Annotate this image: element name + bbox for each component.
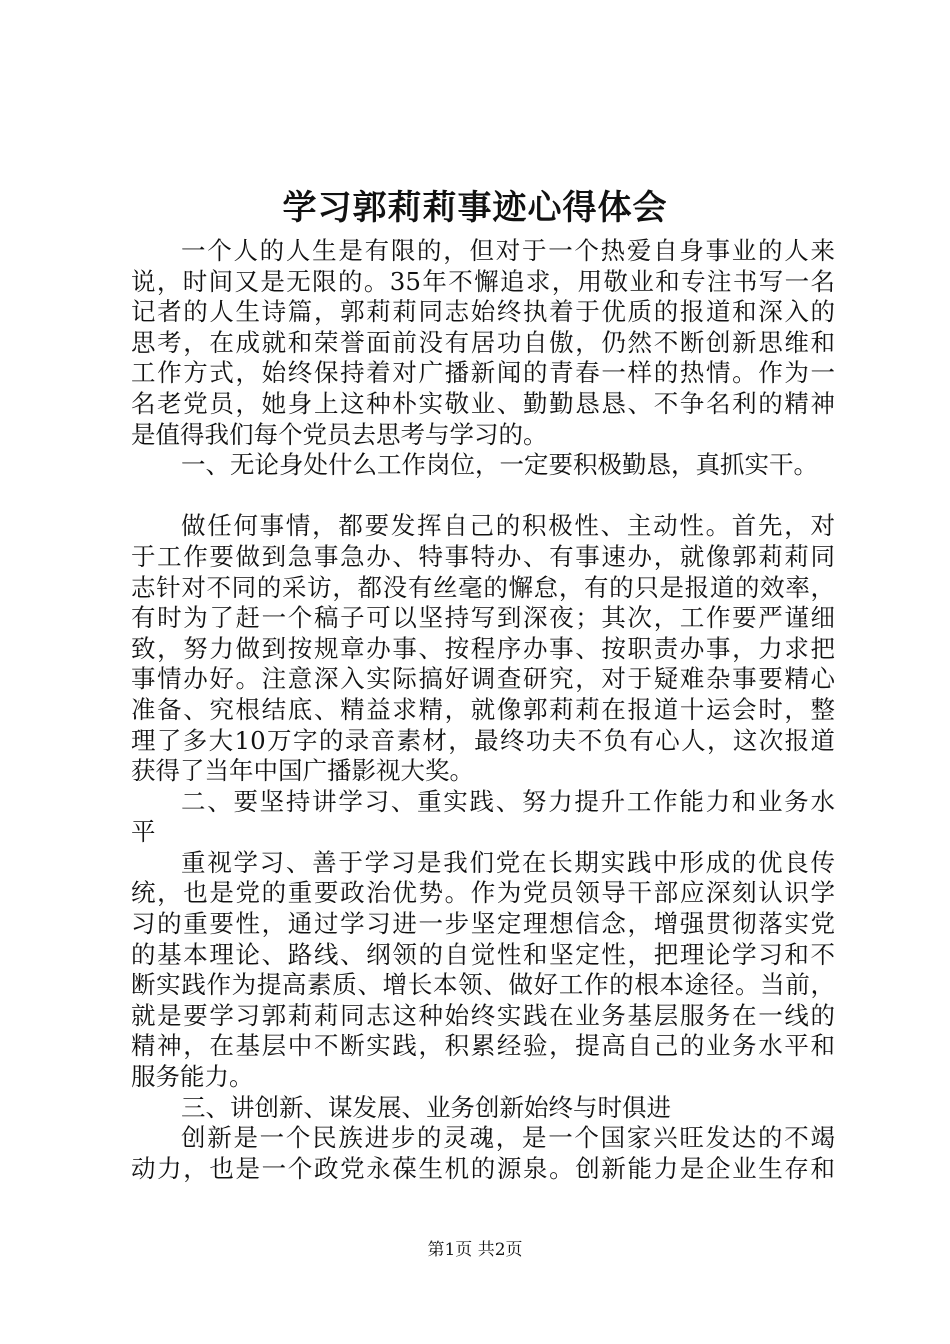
- text-line: 的基本理论、路线、纲领的自觉性和坚定性，把理论学习和不: [131, 939, 835, 969]
- text-line: 一个人的人生是有限的，但对于一个热爱自身事业的人来: [181, 236, 835, 265]
- text-line: 获得了当年中国广播影视大奖。: [131, 756, 474, 786]
- text-line: 动力，也是一个政党永葆生机的源泉。创新能力是企业生存和: [131, 1153, 835, 1183]
- text-line: 统，也是党的重要政治优势。作为党员领导干部应深刻认识学: [131, 878, 835, 908]
- text-line: 是值得我们每个党员去思考与学习的。: [131, 419, 548, 449]
- text-line: 思考，在成就和荣誉面前没有居功自傲，仍然不断创新思维和: [131, 327, 835, 357]
- section-heading: 平: [131, 817, 156, 847]
- section-heading: 一、无论身处什么工作岗位，一定要积极勤恳，真抓实干。: [181, 450, 818, 480]
- text-line: 创新是一个民族进步的灵魂，是一个国家兴旺发达的不竭: [181, 1123, 835, 1153]
- text-line: 准备、究根结底、精益求精，就像郭莉莉在报道十运会时，整: [131, 694, 835, 724]
- text-line: 记者的人生诗篇，郭莉莉同志始终执着于优质的报道和深入的: [131, 297, 835, 327]
- section-heading: 三、讲创新、谋发展、业务创新始终与时俱进: [181, 1092, 671, 1122]
- text-line: 事情办好。注意深入实际搞好调查研究，对于疑难杂事要精心: [131, 664, 835, 694]
- text-line: 名老党员，她身上这种朴实敬业、勤勤恳恳、不争名利的精神: [131, 388, 835, 418]
- document-title: 学习郭莉莉事迹心得体会: [282, 188, 668, 228]
- text-line: 致，努力做到按规章办事、按程序办事、按职责办事，力求把: [131, 633, 835, 663]
- text-line: 断实践作为提高素质、增长本领、做好工作的根本途径。当前，: [131, 970, 835, 1000]
- text-line: 志针对不同的采访，都没有丝毫的懈怠，有的只是报道的效率，: [131, 572, 835, 602]
- text-line: 理了多大10万字的录音素材，最终功夫不负有心人，这次报道: [131, 725, 835, 755]
- text-line: 重视学习、善于学习是我们党在长期实践中形成的优良传: [181, 847, 835, 877]
- section-heading: 二、要坚持讲学习、重实践、努力提升工作能力和业务水: [181, 786, 835, 816]
- text-line: 有时为了赶一个稿子可以坚持写到深夜；其次，工作要严谨细: [131, 603, 835, 633]
- text-line: 精神，在基层中不断实践，积累经验，提高自己的业务水平和: [131, 1031, 835, 1061]
- text-line: 于工作要做到急事急办、特事特办、有事速办，就像郭莉莉同: [131, 541, 835, 571]
- text-line: 习的重要性，通过学习进一步坚定理想信念，增强贯彻落实党: [131, 909, 835, 939]
- text-line: 工作方式，始终保持着对广播新闻的青春一样的热情。作为一: [131, 358, 835, 388]
- text-line: 做任何事情，都要发挥自己的积极性、主动性。首先，对: [181, 511, 835, 541]
- blank-line: [131, 481, 835, 512]
- text-line: 就是要学习郭莉莉同志这种始终实践在业务基层服务在一线的: [131, 1000, 835, 1030]
- page-number-footer: 第1页 共2页: [427, 1240, 523, 1260]
- text-line: 服务能力。: [131, 1062, 254, 1092]
- text-line: 说，时间又是无限的。35年不懈追求，用敬业和专注书写一名: [131, 266, 835, 296]
- document-body: [131, 236, 835, 1184]
